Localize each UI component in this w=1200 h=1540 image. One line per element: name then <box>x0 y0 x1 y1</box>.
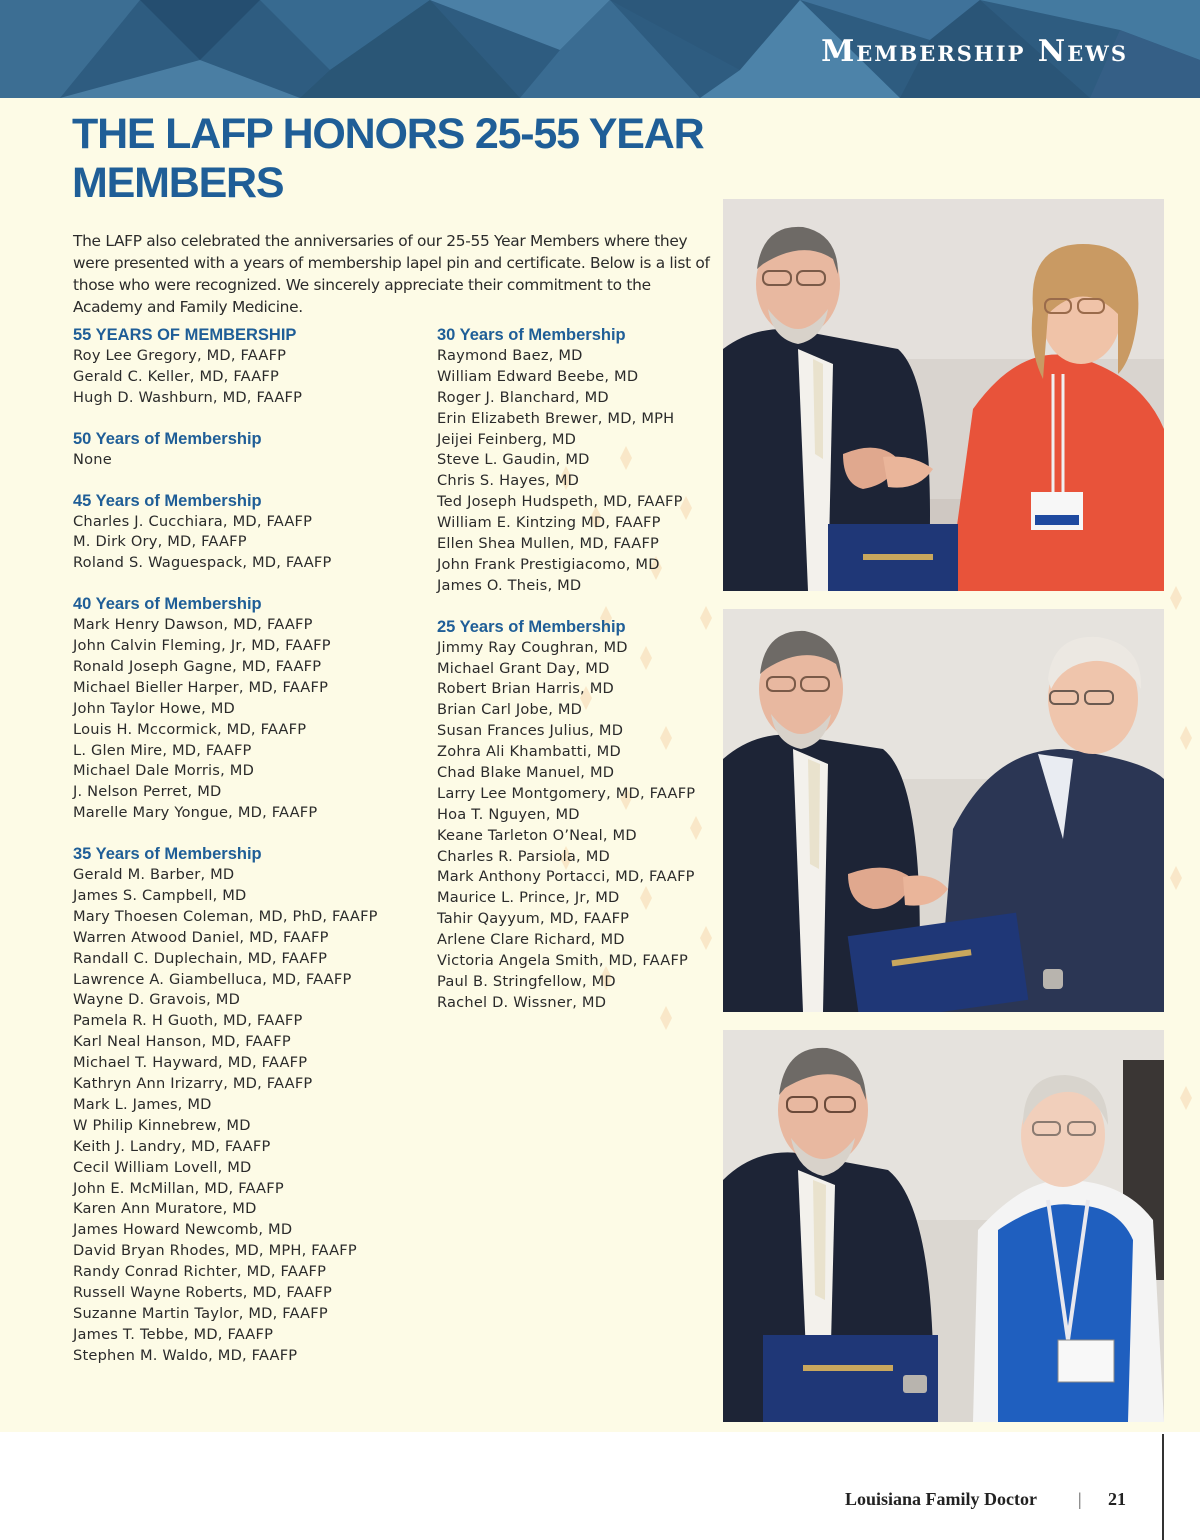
member-name: Stephen M. Waldo, MD, FAAFP <box>73 1346 298 1364</box>
member-name: Ronald Joseph Gagne, MD, FAAFP <box>73 658 322 676</box>
group-heading: 25 Years of Membership <box>437 617 626 636</box>
member-name: W Philip Kinnebrew, MD <box>73 1116 251 1134</box>
member-name: Charles R. Parsiola, MD <box>437 847 610 865</box>
member-name: Ellen Shea Mullen, MD, FAAFP <box>437 535 660 553</box>
member-name: Keith J. Landry, MD, FAAFP <box>73 1137 271 1155</box>
award-photo-3 <box>723 1030 1164 1422</box>
page-number: 21 <box>1108 1489 1126 1509</box>
member-name: Roland S. Waguespack, MD, FAAFP <box>73 554 332 572</box>
member-name: Zohra Ali Khambatti, MD <box>437 743 621 761</box>
member-name: Michael Grant Day, MD <box>437 659 610 677</box>
member-name: James S. Campbell, MD <box>73 887 247 905</box>
member-name: Michael T. Hayward, MD, FAAFP <box>73 1054 308 1072</box>
left-member-column <box>73 325 413 1387</box>
award-photo-1 <box>723 199 1164 591</box>
member-name: Hugh D. Washburn, MD, FAAFP <box>73 388 303 406</box>
member-name: Randall C. Duplechain, MD, FAAFP <box>73 949 328 967</box>
member-name: James T. Tebbe, MD, FAAFP <box>73 1325 274 1343</box>
membership-group <box>73 325 413 409</box>
member-name: James Howard Newcomb, MD <box>73 1221 293 1239</box>
footer-rule <box>1162 1434 1164 1540</box>
member-name: Suzanne Martin Taylor, MD, FAAFP <box>73 1304 328 1322</box>
member-name: Michael Dale Morris, MD <box>73 762 255 780</box>
member-name: L. Glen Mire, MD, FAAFP <box>73 741 252 759</box>
member-name: Michael Bieller Harper, MD, FAAFP <box>73 678 329 696</box>
section-title: Membership News <box>821 34 1128 69</box>
group-heading: 55 YEARS OF MEMBERSHIP <box>73 326 297 344</box>
member-name: Chad Blake Manuel, MD <box>437 764 615 782</box>
member-name: Mark Henry Dawson, MD, FAAFP <box>73 616 313 634</box>
member-name: Gerald C. Keller, MD, FAAFP <box>73 367 279 385</box>
member-name: Rachel D. Wissner, MD <box>437 993 607 1011</box>
member-name: Tahir Qayyum, MD, FAAFP <box>437 910 630 928</box>
member-name: Cecil William Lovell, MD <box>73 1158 252 1176</box>
member-name: John Frank Prestigiacomo, MD <box>437 555 660 573</box>
member-name: William Edward Beebe, MD <box>437 367 639 385</box>
member-name: Kathryn Ann Irizarry, MD, FAAFP <box>73 1075 313 1093</box>
member-name: Arlene Clare Richard, MD <box>437 931 625 949</box>
member-name: Russell Wayne Roberts, MD, FAAFP <box>73 1283 332 1301</box>
member-name: M. Dirk Ory, MD, FAAFP <box>73 533 247 551</box>
member-name: David Bryan Rhodes, MD, MPH, FAAFP <box>73 1242 357 1260</box>
member-name: Mark Anthony Portacci, MD, FAAFP <box>437 868 695 886</box>
member-name: Pamela R. H Guoth, MD, FAAFP <box>73 1012 303 1030</box>
member-name: Victoria Angela Smith, MD, FAAFP <box>437 952 689 970</box>
group-heading: 35 Years of Membership <box>73 845 262 864</box>
member-name: J. Nelson Perret, MD <box>73 783 222 801</box>
member-name: Hoa T. Nguyen, MD <box>437 805 580 823</box>
section-banner <box>0 0 1200 98</box>
member-name: Mary Thoesen Coleman, MD, PhD, FAAFP <box>73 907 378 925</box>
footer-separator: | <box>1078 1489 1082 1509</box>
member-name: Roger J. Blanchard, MD <box>437 388 609 406</box>
member-name: John Taylor Howe, MD <box>73 699 235 717</box>
member-name: James O. Theis, MD <box>437 576 582 594</box>
member-name: John E. McMillan, MD, FAAFP <box>73 1179 284 1197</box>
member-name: Karl Neal Hanson, MD, FAAFP <box>73 1033 291 1051</box>
member-name: Susan Frances Julius, MD <box>437 722 624 740</box>
member-name: William E. Kintzing MD, FAAFP <box>437 514 661 532</box>
article-intro: The LAFP also celebrated the anniversaries of our 25-55 Year Members where they were presented with a years of membership lapel pin and certificate. Below is a list of those who were recognized. We sincerely appreciate their commitment to the Academy and Family Medicine. <box>73 232 710 316</box>
member-name: Paul B. Stringfellow, MD <box>437 972 616 990</box>
member-name: Larry Lee Montgomery, MD, FAAFP <box>437 784 696 802</box>
article-headline: THE LAFP HONORS 25-55 YEAR MEMBERS <box>72 110 704 207</box>
member-name: Randy Conrad Richter, MD, FAAFP <box>73 1263 327 1281</box>
group-heading: 40 Years of Membership <box>73 595 262 614</box>
group-heading: 50 Years of Membership <box>73 429 262 448</box>
member-name: Ted Joseph Hudspeth, MD, FAAFP <box>437 493 683 511</box>
group-heading: 30 Years of Membership <box>437 326 626 344</box>
member-name: Steve L. Gaudin, MD <box>437 451 590 469</box>
member-name: None <box>73 450 112 468</box>
member-name: Gerald M. Barber, MD <box>73 866 235 884</box>
membership-group <box>73 594 413 824</box>
member-name: Mark L. James, MD <box>73 1095 212 1113</box>
member-name: Raymond Baez, MD <box>437 347 583 364</box>
membership-group <box>73 844 413 1366</box>
member-name: Jimmy Ray Coughran, MD <box>437 638 628 656</box>
member-name: Louis H. Mccormick, MD, FAAFP <box>73 720 307 738</box>
member-name: Keane Tarleton O’Neal, MD <box>437 826 637 844</box>
member-name: Erin Elizabeth Brewer, MD, MPH <box>437 409 675 427</box>
member-name: Charles J. Cucchiara, MD, FAAFP <box>73 512 313 530</box>
member-name: Jeijei Feinberg, MD <box>437 430 577 448</box>
award-photo-2 <box>723 609 1164 1012</box>
membership-group <box>73 491 413 575</box>
member-name: Warren Atwood Daniel, MD, FAAFP <box>73 928 329 946</box>
publication-name: Louisiana Family Doctor <box>845 1489 1037 1509</box>
member-name: John Calvin Fleming, Jr, MD, FAAFP <box>73 637 331 655</box>
member-name: Karen Ann Muratore, MD <box>73 1200 257 1218</box>
member-name: Wayne D. Gravois, MD <box>73 991 241 1009</box>
member-name: Roy Lee Gregory, MD, FAAFP <box>73 347 287 364</box>
member-name: Robert Brian Harris, MD <box>437 680 614 698</box>
member-name: Chris S. Hayes, MD <box>437 472 580 490</box>
member-name: Brian Carl Jobe, MD <box>437 701 583 719</box>
group-heading: 45 Years of Membership <box>73 491 262 510</box>
membership-group <box>73 429 413 471</box>
member-name: Lawrence A. Giambelluca, MD, FAAFP <box>73 970 352 988</box>
member-name: Marelle Mary Yongue, MD, FAAFP <box>73 804 318 822</box>
member-name: Maurice L. Prince, Jr, MD <box>437 889 620 907</box>
